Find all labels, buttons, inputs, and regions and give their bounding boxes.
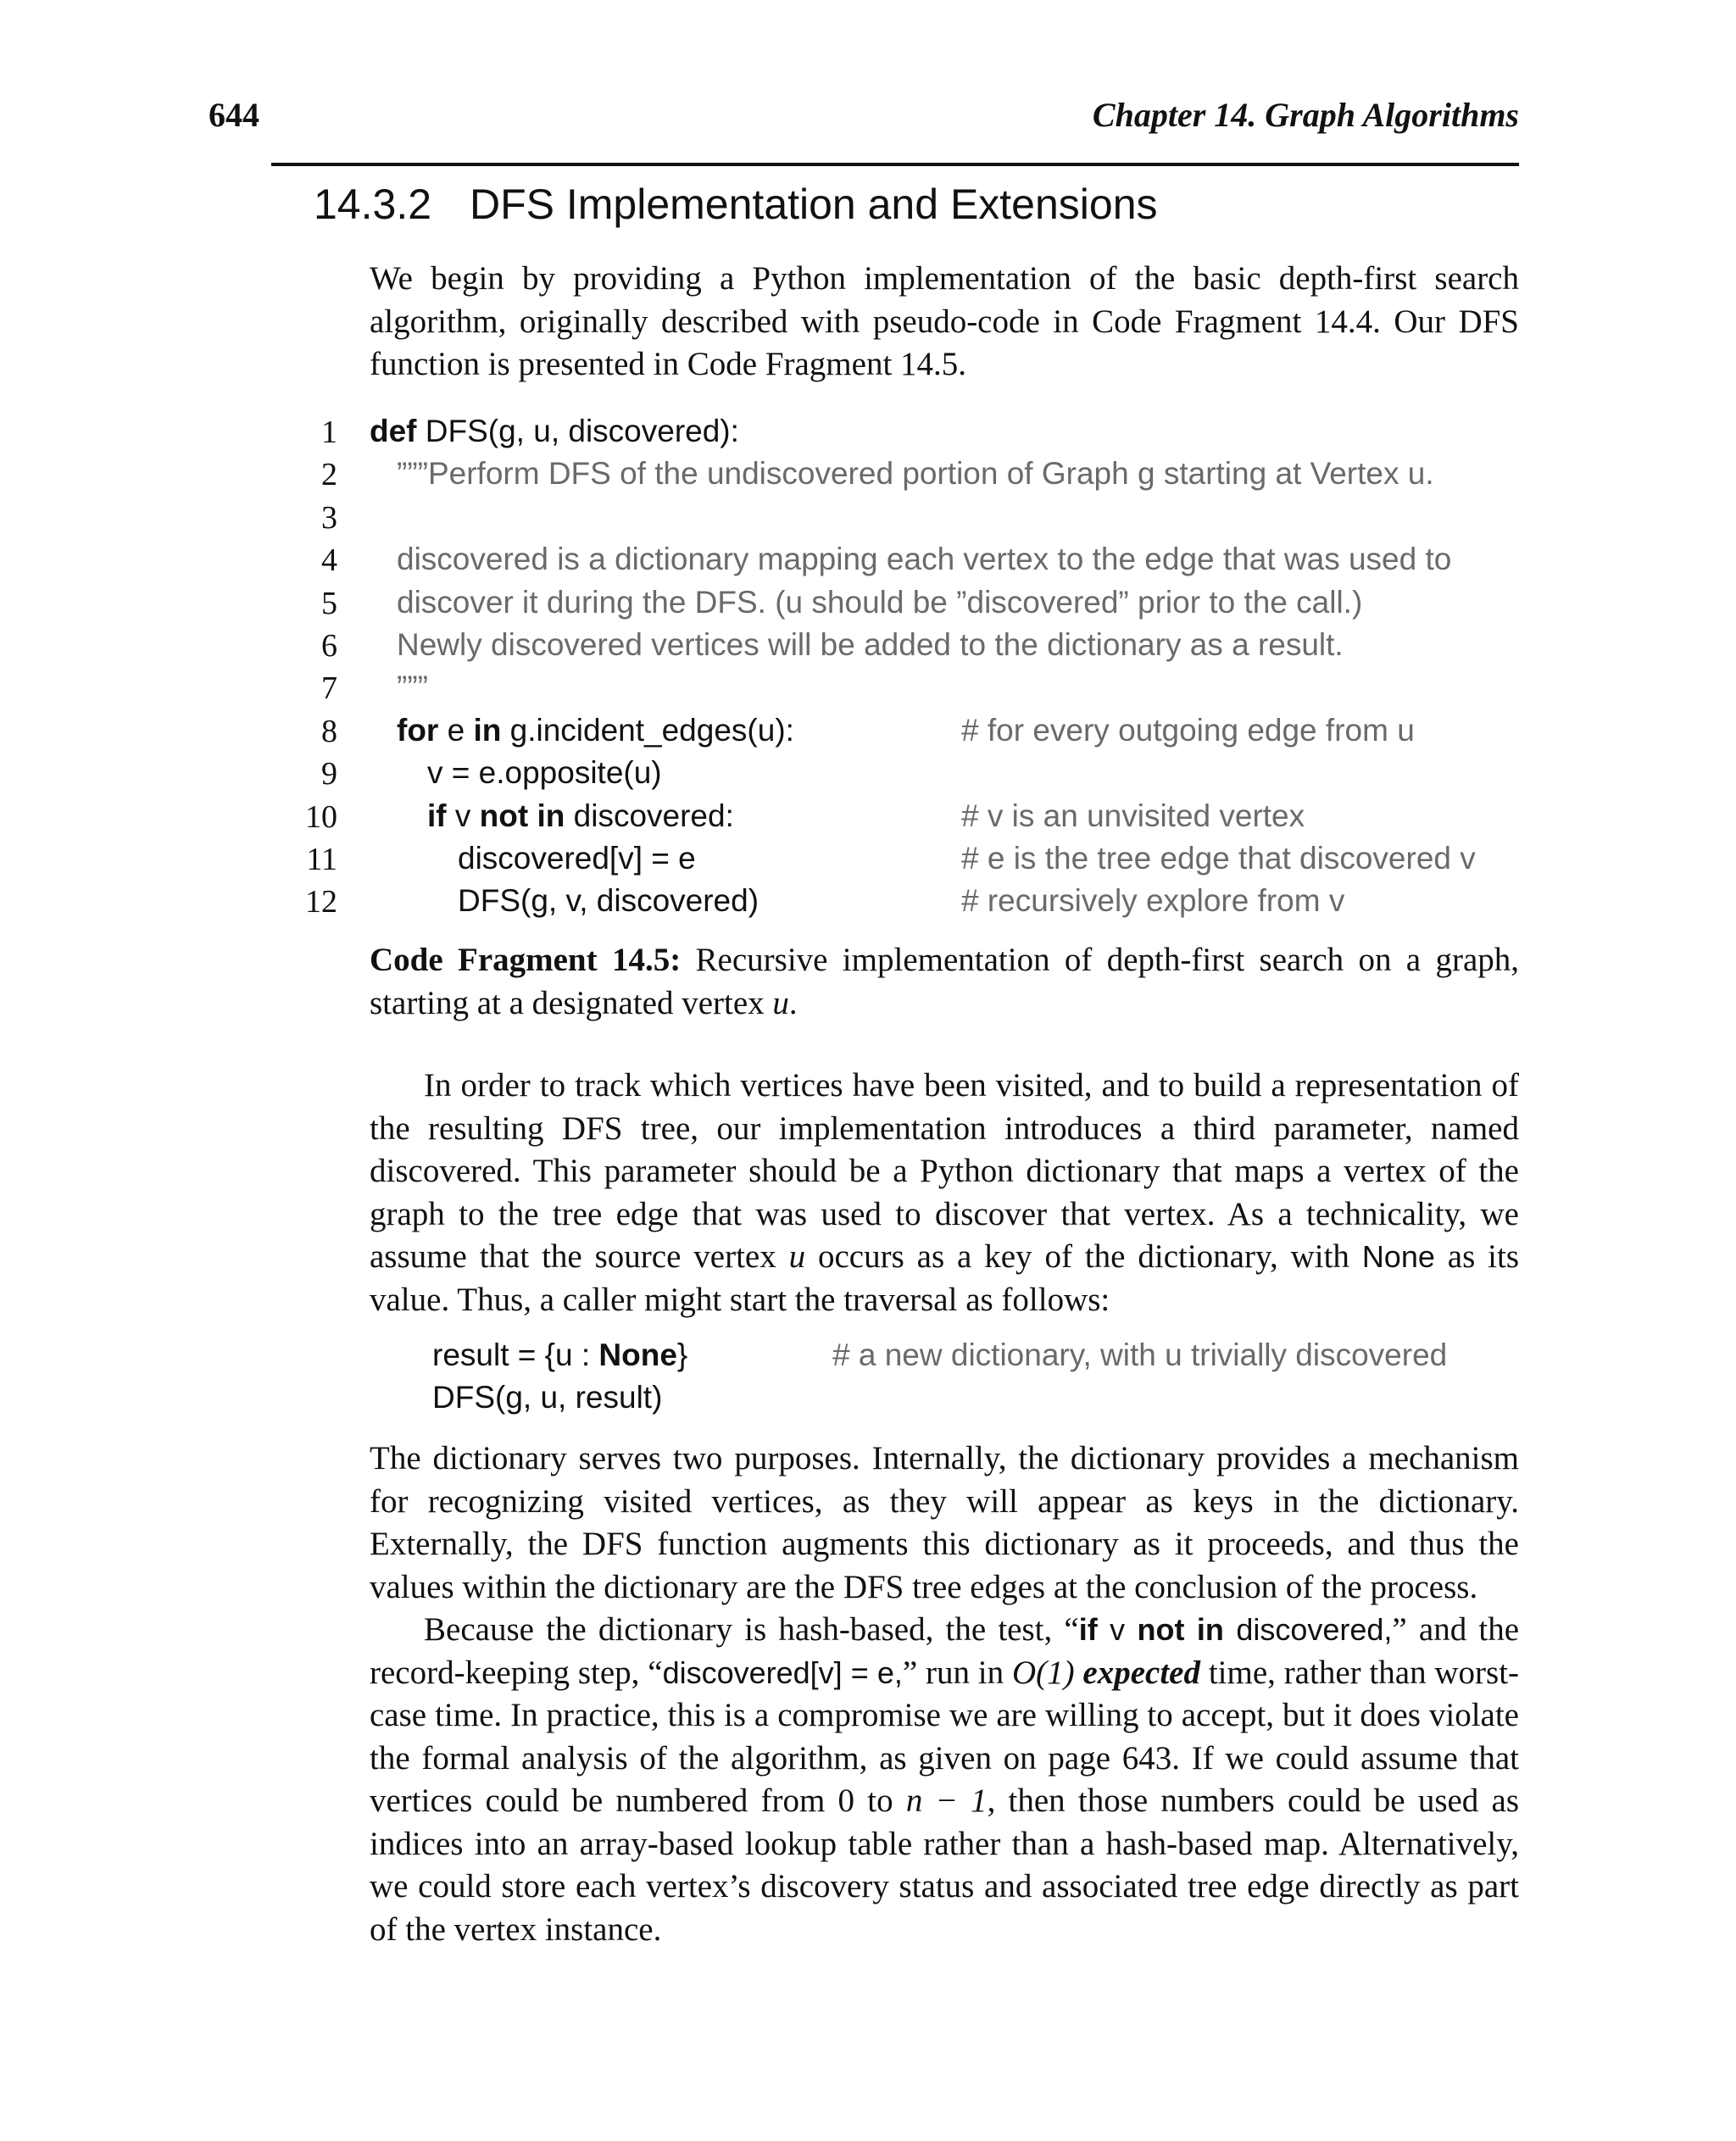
code-text xyxy=(427,798,734,834)
keyword: for xyxy=(397,712,439,748)
paragraph-discovered xyxy=(370,1065,1519,1321)
code-line xyxy=(302,752,1522,794)
paragraph-hash-based xyxy=(370,1609,1519,1951)
code-segment: } xyxy=(676,1337,688,1372)
code-line xyxy=(302,837,1522,880)
emphasis: expected xyxy=(1082,1654,1200,1691)
section-heading xyxy=(314,180,1158,229)
header-rule xyxy=(271,163,1519,166)
paragraph-text xyxy=(370,1065,1519,1321)
caption-var: u xyxy=(772,984,789,1021)
code-segment: e xyxy=(447,712,465,748)
math-expr: n − 1 xyxy=(905,1782,988,1819)
caption-end: . xyxy=(788,984,798,1021)
code-line xyxy=(302,410,1522,453)
paragraph-text xyxy=(370,1609,1519,1951)
text-run: as its value. Thus, a caller might start the traversal as follows: xyxy=(370,1238,1519,1318)
code-comment: # recursively explore from v xyxy=(961,883,1345,919)
code-text xyxy=(370,414,739,449)
code-line xyxy=(302,538,1522,581)
code-caption xyxy=(370,939,1519,1025)
line-number: 1 xyxy=(321,414,337,450)
line-number: 7 xyxy=(321,670,337,707)
code-text xyxy=(397,713,794,748)
line-number: 3 xyxy=(321,499,337,536)
inline-code: discovered, xyxy=(1223,1612,1393,1647)
example-line xyxy=(432,1376,1534,1419)
keyword: if xyxy=(427,798,447,833)
line-number: 11 xyxy=(306,841,337,877)
code-line xyxy=(302,581,1522,624)
code-comment: # v is an unvisited vertex xyxy=(961,798,1305,833)
inline-code: v xyxy=(1097,1612,1138,1647)
code-text: DFS(g, v, discovered) xyxy=(458,883,760,919)
code-segment: g.incident_edges(u): xyxy=(509,712,794,748)
text-run: Because the dictionary is hash-based, the test, “ xyxy=(424,1611,1079,1648)
line-number: 4 xyxy=(321,542,337,579)
code-segment: DFS(g, u, discovered): xyxy=(425,414,739,448)
code-text: v = e.opposite(u) xyxy=(427,755,662,791)
text-run: ” run in xyxy=(902,1654,1004,1691)
code-comment: # for every outgoing edge from u xyxy=(961,712,1415,748)
example-line xyxy=(432,1334,1534,1376)
code-comment: # e is the tree edge that discovered v xyxy=(961,840,1476,876)
example-code-text xyxy=(432,1337,687,1373)
code-segment: result = {u : xyxy=(432,1337,599,1372)
text-run: ” and the record-keeping step, “ xyxy=(370,1611,1520,1691)
docstring-text: discover it during the DFS. (u should be ”discovered” prior to the call.) xyxy=(397,584,1363,620)
code-line xyxy=(302,496,1522,538)
docstring-text: ”””Perform DFS of the undiscovered portion of Graph g starting at Vertex u. xyxy=(397,456,1434,492)
inline-code: discovered[v] = e, xyxy=(662,1654,903,1690)
code-line xyxy=(302,666,1522,709)
example-code xyxy=(432,1334,1534,1419)
keyword: def xyxy=(370,414,417,448)
section-number: 14.3.2 xyxy=(314,181,432,228)
keyword: None xyxy=(598,1337,677,1372)
paragraph-text: The dictionary serves two purposes. Internally, the dictionary provides a mechanism for recognizing visited vertices, as they will appear as keys in the dictionary. Externally, the DFS function augments this dictionary as it proceeds, and thus the values within the dictionary are the DFS tree edges at the conclusion of the process. xyxy=(370,1440,1519,1605)
caption-label: Code Fragment 14.5: xyxy=(370,942,682,978)
code-line xyxy=(302,709,1522,752)
intro-paragraph xyxy=(370,258,1519,386)
code-text: discovered[v] = e xyxy=(458,840,696,876)
code-line xyxy=(302,453,1522,495)
code-line xyxy=(302,624,1522,666)
caption-text: Recursive implementation of depth-first search on a graph, starting at a designated vertex xyxy=(370,942,1519,1021)
code-segment: discovered: xyxy=(573,798,734,833)
example-comment: # a new dictionary, with u trivially discovered xyxy=(832,1337,1448,1372)
keyword: if xyxy=(1078,1612,1098,1647)
keyword: in xyxy=(473,712,502,748)
line-number: 6 xyxy=(321,627,337,664)
line-number: 12 xyxy=(305,884,337,920)
docstring-text: ””” xyxy=(397,670,428,705)
code-segment: v xyxy=(454,798,471,833)
chapter-title: Chapter 14. Graph Algorithms xyxy=(1092,96,1519,134)
intro-text: We begin by providing a Python implementation of the basic depth-first search algorithm, originally described with pseudo-code in Code Fragment 14.4. Our DFS function is presented in Code Fragment 14.5. xyxy=(370,260,1519,382)
keyword: not in xyxy=(1137,1612,1224,1647)
page-number: 644 xyxy=(209,96,259,134)
code-line xyxy=(302,795,1522,837)
line-number: 8 xyxy=(321,713,337,749)
page-header xyxy=(209,95,1519,146)
keyword: not in xyxy=(479,798,565,833)
docstring-text: Newly discovered vertices will be added to the dictionary as a result. xyxy=(397,626,1344,662)
inline-code: None xyxy=(1361,1239,1435,1274)
line-number: 2 xyxy=(321,457,337,493)
text-run: , then those numbers could be used as indices into an array-based lookup table rather than a hash-based map. Alternatively, we could store each vertex’s discovery status and associated tree edge directly as part of the vertex instance. xyxy=(370,1782,1520,1948)
line-number: 5 xyxy=(321,585,337,621)
code-line xyxy=(302,880,1522,922)
paragraph-purposes xyxy=(370,1438,1519,1609)
text-run: occurs as a key of the dictionary, with xyxy=(818,1238,1349,1275)
code-fragment xyxy=(302,410,1522,923)
docstring-text: discovered is a dictionary mapping each vertex to the edge that was used to xyxy=(397,542,1452,577)
example-code-text: DFS(g, u, result) xyxy=(432,1380,663,1415)
text-run: time, rather than worst-case time. In practice, this is a compromise we are willing to accept, but it does violate the formal analysis of the algorithm, as given on page 643. If we could assume that vertices could be numbered from 0 to xyxy=(370,1654,1520,1819)
section-title: DFS Implementation and Extensions xyxy=(470,181,1158,228)
line-number: 9 xyxy=(321,756,337,792)
math-var: u xyxy=(788,1238,806,1275)
text-run: In order to track which vertices have been visited, and to build a representation of the resulting DFS tree, our implementation introduces a third parameter, named discovered. This parameter should be a Python dictionary that maps a vertex of the graph to the tree edge that was used to discover that vertex. As a technicality, we assume that the source vertex xyxy=(370,1067,1519,1275)
line-number: 10 xyxy=(305,798,337,835)
big-o: O(1) xyxy=(1011,1654,1075,1691)
